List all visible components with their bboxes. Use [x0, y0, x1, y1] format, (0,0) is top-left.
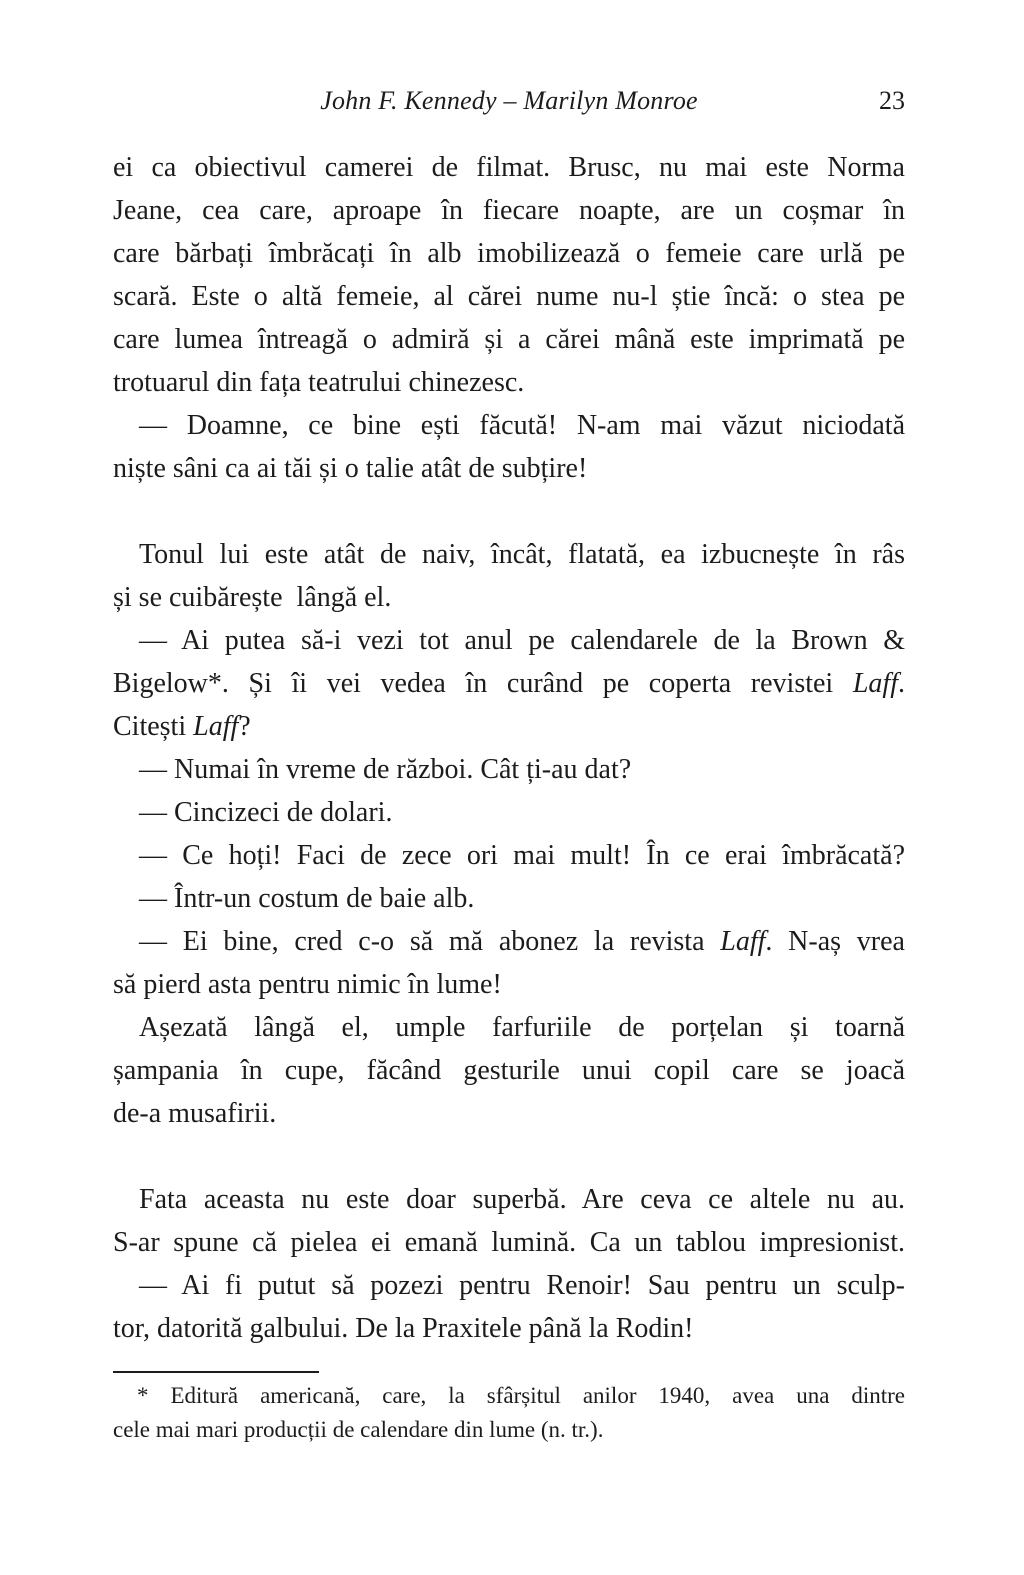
footnote-rule: [113, 1371, 319, 1373]
text-segment: Jeane, cea care, aproape în fiecare noapte, are un coșmar în: [113, 195, 905, 226]
text-segment: — Într-un costum de baie alb.: [139, 883, 475, 914]
text-line: [113, 619, 905, 662]
text-segment: — Ai fi putut să pozezi pentru Renoir! Sau pentru un sculp-: [139, 1270, 905, 1301]
text-line: [113, 705, 905, 748]
text-line: [113, 1221, 905, 1264]
text-segment: tor, datorită galbului. De la Praxitele până la Rodin!: [113, 1313, 694, 1344]
paragraph-break: [113, 1135, 905, 1178]
page-number: 23: [879, 86, 905, 115]
paragraph: [113, 877, 905, 920]
text-line: [113, 1413, 905, 1447]
text-segment: * Editură americană, care, la sfârșitul anilor 1940, avea una dintre: [137, 1383, 905, 1408]
text-segment: de-a musafirii.: [113, 1098, 277, 1129]
text-line: [113, 1049, 905, 1092]
running-title: John F. Kennedy – Marilyn Monroe: [320, 86, 698, 115]
text-line: [113, 232, 905, 275]
text-segment: . N-aș vrea: [765, 926, 905, 957]
text-line: [113, 791, 905, 834]
paragraph: [113, 920, 905, 1006]
text-line: [113, 920, 905, 963]
paragraph: [113, 834, 905, 877]
text-line: [113, 576, 905, 619]
footnote: [113, 1379, 905, 1447]
text-segment: niște sâni ca ai tăi și o talie atât de subțire!: [113, 453, 588, 484]
text-line: [113, 1379, 905, 1413]
text-segment: trotuarul din fața teatrului chinezesc.: [113, 367, 525, 398]
text-segment: — Numai în vreme de război. Cât ți-au dat?: [139, 754, 632, 785]
text-line: [113, 662, 905, 705]
text-segment: ?: [238, 711, 251, 742]
text-line: [113, 963, 905, 1006]
paragraph: [113, 1178, 905, 1264]
text-line: [113, 533, 905, 576]
paragraph: [113, 533, 905, 619]
paragraph: [113, 1264, 905, 1350]
text-line: [113, 404, 905, 447]
text-line: [113, 834, 905, 877]
text-segment: cele mai mari producții de calendare din lume (n. tr.).: [113, 1417, 604, 1442]
text-line: [113, 1092, 905, 1135]
text-line: [113, 189, 905, 232]
text-line: [113, 877, 905, 920]
paragraph-break: [113, 490, 905, 533]
text-segment: să pierd asta pentru nimic în lume!: [113, 969, 502, 1000]
paragraph: [113, 619, 905, 748]
text-line: [113, 1307, 905, 1350]
paragraph: [113, 791, 905, 834]
text-line: [113, 275, 905, 318]
text-segment: .: [898, 668, 905, 699]
text-line: [113, 1264, 905, 1307]
text-line: [113, 748, 905, 791]
text-segment: — Ai putea să-i vezi tot anul pe calendarele de la Brown &: [139, 625, 905, 656]
running-head: [113, 84, 905, 118]
text-segment: — Doamne, ce bine ești făcută! N-am mai văzut niciodată: [139, 410, 905, 441]
text-segment: — Ce hoți! Faci de zece ori mai mult! În ce erai îmbrăcată?: [139, 840, 905, 871]
text-segment: — Ei bine, cred c-o să mă abonez la revista: [139, 926, 721, 957]
italic-text: Laff: [852, 668, 898, 699]
paragraph: [113, 404, 905, 490]
text-segment: Bigelow*. Și îi vei vedea în curând pe coperta revistei: [113, 668, 853, 699]
text-segment: șampania în cupe, făcând gesturile unui copil care se joacă: [113, 1055, 905, 1086]
text-segment: S-ar spune că pielea ei emană lumină. Ca un tablou impresionist.: [113, 1227, 905, 1258]
text-segment: ei ca obiectivul camerei de filmat. Brusc, nu mai este Norma: [113, 152, 905, 183]
text-segment: care bărbați îmbrăcați în alb imobilizează o femeie care urlă pe: [113, 238, 905, 269]
text-line: [113, 146, 905, 189]
text-segment: scară. Este o altă femeie, al cărei nume nu-l știe încă: o stea pe: [113, 281, 905, 312]
text-line: [113, 318, 905, 361]
paragraph: [113, 1006, 905, 1135]
text-segment: Tonul lui este atât de naiv, încât, flatată, ea izbucnește în râs: [139, 539, 905, 570]
text-segment: Fata aceasta nu este doar superbă. Are ceva ce altele nu au.: [139, 1184, 905, 1215]
text-segment: și se cuibărește lângă el.: [113, 582, 392, 613]
page-body: [113, 146, 905, 1350]
text-line: [113, 1006, 905, 1049]
paragraph: [113, 748, 905, 791]
italic-text: Laff: [193, 711, 239, 742]
text-segment: care lumea întreagă o admiră și a cărei mână este imprimată pe: [113, 324, 905, 355]
text-segment: — Cincizeci de dolari.: [139, 797, 393, 828]
text-segment: Citești: [113, 711, 194, 742]
italic-text: Laff: [720, 926, 766, 957]
text-line: [113, 361, 905, 404]
text-line: [113, 1178, 905, 1221]
paragraph: [113, 146, 905, 404]
text-segment: Așezată lângă el, umple farfuriile de porțelan și toarnă: [139, 1012, 905, 1043]
text-line: [113, 447, 905, 490]
